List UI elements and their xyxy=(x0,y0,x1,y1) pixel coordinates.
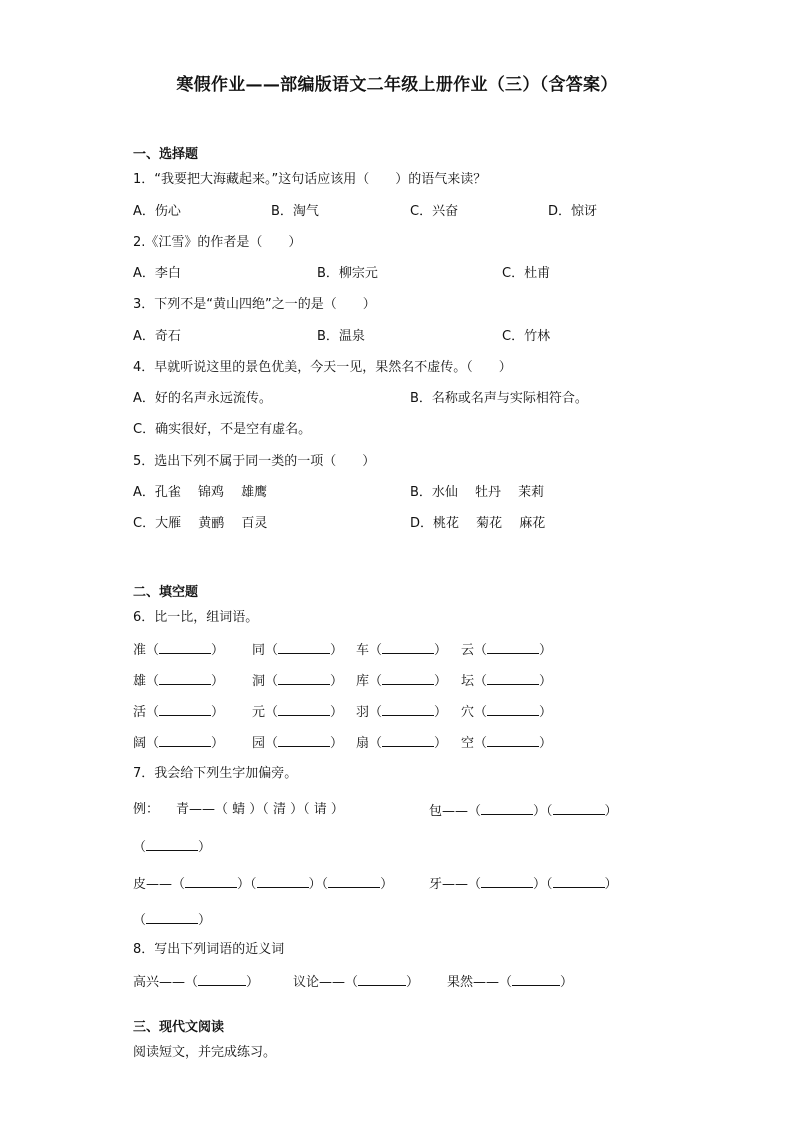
word-pair-item[interactable]: 库（ ） xyxy=(356,674,448,689)
example-answer: 清 xyxy=(272,802,286,817)
character: 园 xyxy=(252,736,266,751)
synonym-item[interactable]: 议论——（ ） xyxy=(293,975,420,990)
radical-item-pi[interactable]: 皮——（ ）（ ）（ ） xyxy=(133,877,394,892)
character: 洞 xyxy=(252,674,266,689)
example-label: 例： xyxy=(133,802,160,817)
character: 青—— xyxy=(176,802,216,817)
word-pair-item[interactable]: 活（ ） xyxy=(133,705,225,720)
radical-item-ya[interactable]: 牙——（ ）（ ） xyxy=(429,877,618,892)
character: 同 xyxy=(252,643,266,658)
character: 坛 xyxy=(461,674,475,689)
question-1-stem: 1．“我要把大海藏起来。”这句话应该用（ ）的语气来读？ xyxy=(133,172,487,187)
question-1-option-b[interactable]: B．淘气 xyxy=(271,204,319,219)
question-1-option-d[interactable]: D．惊讶 xyxy=(548,204,598,219)
character: 羽 xyxy=(356,705,370,720)
question-2-stem: 2.《江雪》的作者是（ ） xyxy=(133,235,302,250)
character: 车 xyxy=(356,643,370,658)
question-5-option-c[interactable]: C．大雁 黄鹂 百灵 xyxy=(133,516,268,531)
character: 活 xyxy=(133,705,147,720)
word-pair-item[interactable]: 空（ ） xyxy=(461,736,553,751)
question-6-stem: 6．比一比，组词语。 xyxy=(133,610,259,625)
character: 皮—— xyxy=(133,877,173,892)
question-4-option-c[interactable]: C．确实很好，不是空有虚名。 xyxy=(133,422,312,437)
page-title: 寒假作业——部编版语文二年级上册作业（三）（含答案） xyxy=(176,75,618,95)
character: 包—— xyxy=(429,804,469,819)
character: 扇 xyxy=(356,736,370,751)
question-5-stem: 5．选出下列不属于同一类的一项（ ） xyxy=(133,454,376,469)
word-pair-item[interactable]: 扇（ ） xyxy=(356,736,448,751)
word-pair-item[interactable]: 阔（ ） xyxy=(133,736,225,751)
radical-blank-continued[interactable]: （ ） xyxy=(133,840,212,855)
section-heading-reading: 三、现代文阅读 xyxy=(133,1020,225,1035)
character: 穴 xyxy=(461,705,475,720)
word-pair-item[interactable]: 洞（ ） xyxy=(252,674,344,689)
question-4-option-b[interactable]: B．名称或名声与实际相符合。 xyxy=(410,391,588,406)
question-3-option-c[interactable]: C．竹林 xyxy=(502,329,551,344)
synonym-item[interactable]: 高兴——（ ） xyxy=(133,975,260,990)
question-5-option-d[interactable]: D．桃花 菊花 麻花 xyxy=(410,516,546,531)
word-pair-item[interactable]: 坛（ ） xyxy=(461,674,553,689)
question-3-option-b[interactable]: B．温泉 xyxy=(317,329,365,344)
word-pair-item[interactable]: 元（ ） xyxy=(252,705,344,720)
word-pair-item[interactable]: 穴（ ） xyxy=(461,705,553,720)
word-pair-item[interactable]: 车（ ） xyxy=(356,643,448,658)
character: 准 xyxy=(133,643,147,658)
section-heading-fill: 二、填空题 xyxy=(133,585,199,600)
radical-item-bao[interactable]: 包——（ ）（ ） xyxy=(429,804,618,819)
word-pair-item[interactable]: 园（ ） xyxy=(252,736,344,751)
word-pair-item[interactable]: 同（ ） xyxy=(252,643,344,658)
question-1-option-c[interactable]: C．兴奋 xyxy=(410,204,459,219)
question-2-option-a[interactable]: A．李白 xyxy=(133,266,181,281)
question-4-stem: 4．早就听说这里的景色优美，今天一见，果然名不虚传。（ ） xyxy=(133,360,512,375)
character: 牙—— xyxy=(429,877,469,892)
character: 阔 xyxy=(133,736,147,751)
question-4-option-a[interactable]: A．好的名声永远流传。 xyxy=(133,391,272,406)
example-answer: 蜻 xyxy=(232,802,246,817)
character: 云 xyxy=(461,643,475,658)
question-2-option-b[interactable]: B．柳宗元 xyxy=(317,266,378,281)
question-7-stem: 7．我会给下列生字加偏旁。 xyxy=(133,766,298,781)
character: 元 xyxy=(252,705,266,720)
word: 高兴—— xyxy=(133,975,186,990)
word: 果然—— xyxy=(447,975,500,990)
word-pair-item[interactable]: 云（ ） xyxy=(461,643,553,658)
question-5-option-b[interactable]: B．水仙 牡丹 茉莉 xyxy=(410,485,545,500)
example-item: 青——（ 蜻 ）（ 清 ）（ 请 ） xyxy=(176,802,344,817)
question-3-stem: 3．下列不是“黄山四绝”之一的是（ ） xyxy=(133,297,376,312)
word-pair-item[interactable]: 羽（ ） xyxy=(356,705,448,720)
question-5-option-a[interactable]: A．孔雀 锦鸡 雄鹰 xyxy=(133,485,268,500)
character: 空 xyxy=(461,736,475,751)
word: 议论—— xyxy=(293,975,346,990)
question-1-option-a[interactable]: A．伤心 xyxy=(133,204,181,219)
example-answer: 请 xyxy=(313,802,327,817)
word-pair-item[interactable]: 雄（ ） xyxy=(133,674,225,689)
section-heading-choice: 一、选择题 xyxy=(133,147,199,162)
radical-blank-continued[interactable]: （ ） xyxy=(133,913,212,928)
reading-instruction: 阅读短文，并完成练习。 xyxy=(133,1045,277,1060)
question-3-option-a[interactable]: A．奇石 xyxy=(133,329,181,344)
synonym-item[interactable]: 果然——（ ） xyxy=(447,975,574,990)
character: 库 xyxy=(356,674,370,689)
word-pair-item[interactable]: 准（ ） xyxy=(133,643,225,658)
question-2-option-c[interactable]: C．杜甫 xyxy=(502,266,551,281)
character: 雄 xyxy=(133,674,147,689)
question-8-stem: 8．写出下列词语的近义词 xyxy=(133,942,285,957)
